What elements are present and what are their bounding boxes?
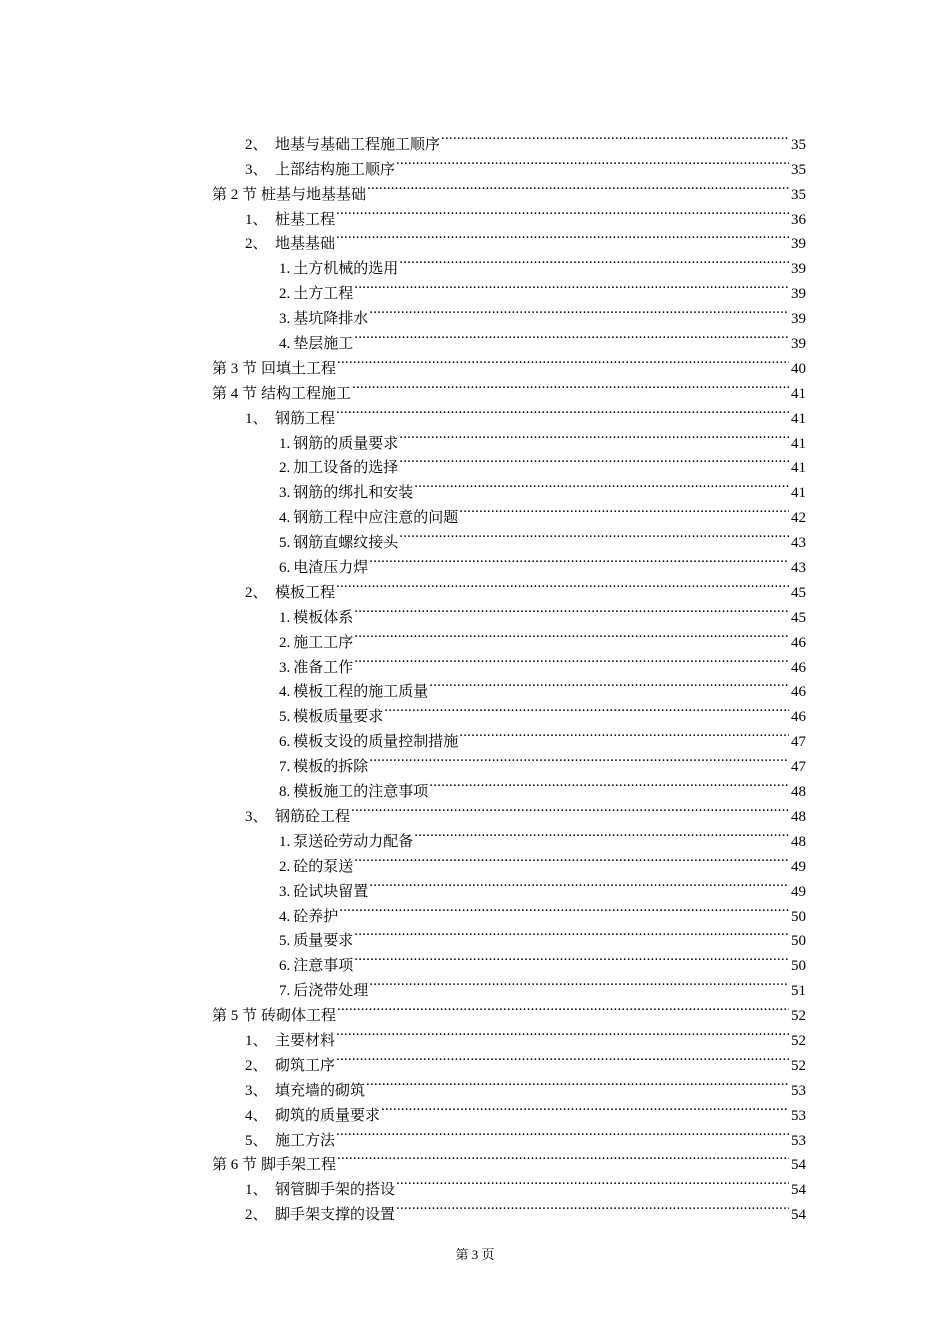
toc-dot-leader (336, 1020, 789, 1045)
toc-entry-title: 砼养护 (293, 908, 339, 925)
toc-entry-page-number: 36 (791, 211, 806, 228)
toc-entry-number: 1. (279, 261, 291, 278)
toc-entry-number: 第 5 节 (212, 1008, 258, 1025)
toc-entry-title: 钢筋工程 (275, 410, 336, 427)
toc-dot-leader (336, 1045, 789, 1070)
toc-dot-leader (399, 248, 789, 273)
table-of-contents (212, 124, 806, 1224)
toc-dot-leader (337, 995, 789, 1020)
toc-entry-number: 2、 (245, 1207, 268, 1224)
toc-entry-title: 模板体系 (293, 609, 354, 626)
toc-dot-leader (352, 373, 789, 398)
toc-entry-page-number: 39 (791, 311, 806, 328)
toc-dot-leader (399, 522, 789, 547)
toc-entry-title: 上部结构施工顺序 (275, 161, 396, 178)
toc-dot-leader (414, 472, 789, 497)
toc-dot-leader (336, 1120, 789, 1145)
toc-entry-number: 6. (279, 958, 291, 975)
toc-entry-title: 质量要求 (293, 933, 354, 950)
toc-entry-number: 1、 (245, 1182, 268, 1199)
toc-entry-page-number: 41 (791, 435, 806, 452)
toc-entry-number: 2. (279, 286, 291, 303)
toc-entry-number: 第 4 节 (212, 385, 258, 402)
toc-dot-leader (336, 398, 789, 423)
toc-entry-page-number: 35 (791, 161, 806, 178)
toc-entry-number: 4. (279, 336, 291, 353)
toc-entry-page-number: 49 (791, 883, 806, 900)
toc-entry-number: 1、 (245, 1032, 268, 1049)
toc-dot-leader (339, 896, 789, 921)
toc-entry-page-number: 40 (791, 360, 806, 377)
toc-entry-number: 3、 (245, 808, 268, 825)
toc-dot-leader (354, 846, 789, 871)
toc-dot-leader (369, 547, 789, 572)
toc-dot-leader (336, 572, 789, 597)
toc-entry-number: 7. (279, 759, 291, 776)
toc-entry-page-number: 45 (791, 584, 806, 601)
toc-entry-title: 垫层施工 (293, 336, 354, 353)
toc-entry-page-number: 46 (791, 709, 806, 726)
toc-dot-leader (429, 672, 789, 697)
toc-entry-number: 6. (279, 560, 291, 577)
toc-entry-number: 第 6 节 (212, 1157, 258, 1174)
toc-entry-number: 2、 (245, 236, 268, 253)
toc-entry-title: 模板的拆除 (293, 759, 369, 776)
toc-entry-title: 基坑降排水 (293, 311, 369, 328)
toc-entry-title: 加工设备的选择 (293, 460, 399, 477)
toc-entry-page-number: 53 (791, 1082, 806, 1099)
toc-dot-leader (354, 647, 789, 672)
toc-entry-number: 5. (279, 709, 291, 726)
toc-dot-leader (336, 224, 789, 249)
toc-entry-page-number: 47 (791, 759, 806, 776)
toc-entry-page-number: 50 (791, 908, 806, 925)
toc-entry-title: 注意事项 (293, 958, 354, 975)
toc-entry-title: 脚手架支撑的设置 (275, 1207, 396, 1224)
toc-entry-title: 主要材料 (275, 1032, 336, 1049)
toc-entry-page-number: 49 (791, 858, 806, 875)
toc-entry-page-number: 41 (791, 460, 806, 477)
toc-entry-page-number: 52 (791, 1008, 806, 1025)
toc-entry-page-number: 52 (791, 1032, 806, 1049)
toc-entry-title: 模板施工的注意事项 (293, 784, 429, 801)
page-footer: 第 3 页 (455, 1247, 495, 1262)
toc-entry-page-number: 51 (791, 983, 806, 1000)
toc-entry-number: 1、 (245, 410, 268, 427)
toc-entry-page-number: 41 (791, 385, 806, 402)
toc-entry-number: 3. (279, 659, 291, 676)
toc-entry-page-number: 47 (791, 734, 806, 751)
toc-entry-page-number: 43 (791, 560, 806, 577)
toc-dot-leader (384, 696, 789, 721)
toc-entry-page-number: 46 (791, 684, 806, 701)
toc-entry-number: 5. (279, 535, 291, 552)
toc-entry-page-number: 50 (791, 958, 806, 975)
toc-entry-title: 砌筑工序 (275, 1057, 336, 1074)
toc-entry-page-number: 48 (791, 808, 806, 825)
toc-entry-number: 4、 (245, 1107, 268, 1124)
toc-dot-leader (337, 1145, 789, 1170)
toc-entry-title: 砼试块留置 (293, 883, 369, 900)
toc-entry-title: 桩基与地基基础 (261, 186, 367, 203)
toc-entry-title: 桩基工程 (275, 211, 336, 228)
toc-entry-page-number: 46 (791, 659, 806, 676)
toc-entry-number: 2. (279, 634, 291, 651)
toc-dot-leader (337, 348, 789, 373)
toc-entry-title: 土方机械的选用 (293, 261, 399, 278)
toc-entry-number: 3、 (245, 1082, 268, 1099)
toc-entry-page-number: 43 (791, 535, 806, 552)
toc-dot-leader (429, 771, 789, 796)
toc-dot-leader (367, 174, 789, 199)
toc-entry-title: 填充墙的砌筑 (275, 1082, 366, 1099)
toc-entry-number: 第 3 节 (212, 360, 258, 377)
toc-entry-number: 2、 (245, 584, 268, 601)
toc-entry-title: 钢筋的绑扎和安装 (293, 485, 414, 502)
toc-entry-title: 泵送砼劳动力配备 (293, 833, 414, 850)
toc-entry-page-number: 39 (791, 261, 806, 278)
toc-entry-title: 模板质量要求 (293, 709, 384, 726)
toc-entry-title: 模板工程的施工质量 (293, 684, 429, 701)
toc-entry-page-number: 39 (791, 336, 806, 353)
toc-entry-page-number: 35 (791, 136, 806, 153)
toc-entry-page-number: 53 (791, 1107, 806, 1124)
toc-entry-title: 钢管脚手架的搭设 (275, 1182, 396, 1199)
toc-entry[interactable] (212, 124, 806, 153)
toc-entry-number: 3、 (245, 161, 268, 178)
toc-entry-number: 2、 (245, 1057, 268, 1074)
toc-entry-number: 7. (279, 983, 291, 1000)
toc-entry-title: 准备工作 (293, 659, 354, 676)
toc-entry-title: 脚手架工程 (261, 1157, 337, 1174)
toc-entry-number: 5. (279, 933, 291, 950)
toc-entry-page-number: 54 (791, 1182, 806, 1199)
toc-dot-leader (399, 423, 789, 448)
toc-entry-number: 第 2 节 (212, 186, 258, 203)
toc-entry-number: 2. (279, 460, 291, 477)
toc-entry-page-number: 39 (791, 286, 806, 303)
toc-entry-title: 地基与基础工程施工顺序 (275, 136, 441, 153)
toc-entry-number: 1. (279, 833, 291, 850)
toc-dot-leader (366, 1070, 789, 1095)
toc-dot-leader (354, 597, 789, 622)
toc-dot-leader (369, 746, 789, 771)
toc-dot-leader (336, 199, 789, 224)
toc-entry-number: 2. (279, 858, 291, 875)
toc-entry-title: 后浇带处理 (293, 983, 369, 1000)
toc-dot-leader (354, 622, 789, 647)
toc-entry-number: 2、 (245, 136, 268, 153)
toc-entry-page-number: 35 (791, 186, 806, 203)
toc-dot-leader (396, 149, 789, 174)
toc-entry-number: 8. (279, 784, 291, 801)
toc-entry-number: 3. (279, 485, 291, 502)
toc-dot-leader (381, 1095, 789, 1120)
toc-dot-leader (354, 945, 789, 970)
toc-dot-leader (369, 970, 789, 995)
toc-entry-number: 6. (279, 734, 291, 751)
toc-entry-page-number: 48 (791, 784, 806, 801)
toc-dot-leader (459, 497, 789, 522)
toc-dot-leader (459, 721, 789, 746)
toc-dot-leader (351, 796, 789, 821)
toc-entry-number: 1. (279, 609, 291, 626)
toc-entry-number: 1、 (245, 211, 268, 228)
toc-entry-page-number: 52 (791, 1057, 806, 1074)
toc-entry-page-number: 54 (791, 1207, 806, 1224)
toc-entry-page-number: 54 (791, 1157, 806, 1174)
toc-entry-title: 施工方法 (275, 1132, 336, 1149)
toc-entry-title: 回填土工程 (261, 360, 337, 377)
toc-entry-page-number: 41 (791, 410, 806, 427)
toc-entry-page-number: 53 (791, 1132, 806, 1149)
toc-entry-number: 3. (279, 311, 291, 328)
toc-dot-leader (414, 821, 789, 846)
toc-entry-title: 模板工程 (275, 584, 336, 601)
toc-entry-page-number: 46 (791, 634, 806, 651)
toc-entry-title: 钢筋砼工程 (275, 808, 351, 825)
toc-entry-title: 钢筋直螺纹接头 (293, 535, 399, 552)
toc-entry-title: 电渣压力焊 (293, 560, 369, 577)
toc-entry-number: 4. (279, 908, 291, 925)
toc-entry-page-number: 45 (791, 609, 806, 626)
toc-entry-title: 土方工程 (293, 286, 354, 303)
toc-entry-title: 砖砌体工程 (261, 1008, 337, 1025)
toc-dot-leader (396, 1194, 789, 1219)
toc-entry-number: 1. (279, 435, 291, 452)
toc-entry-title: 模板支设的质量控制措施 (293, 734, 459, 751)
toc-entry-number: 5、 (245, 1132, 268, 1149)
toc-entry-title: 地基基础 (275, 236, 336, 253)
toc-entry-title: 钢筋的质量要求 (293, 435, 399, 452)
toc-dot-leader (399, 448, 789, 473)
toc-entry-title: 施工工序 (293, 634, 354, 651)
toc-entry-page-number: 42 (791, 510, 806, 527)
toc-entry-page-number: 41 (791, 485, 806, 502)
toc-entry-page-number: 48 (791, 833, 806, 850)
toc-entry-page-number: 50 (791, 933, 806, 950)
toc-entry-page-number: 39 (791, 236, 806, 253)
toc-entry-title: 结构工程施工 (261, 385, 352, 402)
toc-dot-leader (354, 323, 789, 348)
toc-dot-leader (354, 921, 789, 946)
toc-dot-leader (396, 1169, 789, 1194)
toc-entry-number: 3. (279, 883, 291, 900)
toc-entry-title: 砌筑的质量要求 (275, 1107, 381, 1124)
toc-entry-title: 钢筋工程中应注意的问题 (293, 510, 459, 527)
toc-entry-number: 4. (279, 684, 291, 701)
toc-dot-leader (369, 871, 789, 896)
toc-dot-leader (369, 298, 789, 323)
toc-entry-title: 砼的泵送 (293, 858, 354, 875)
toc-entry-number: 4. (279, 510, 291, 527)
toc-dot-leader (354, 273, 789, 298)
toc-dot-leader (441, 124, 789, 149)
